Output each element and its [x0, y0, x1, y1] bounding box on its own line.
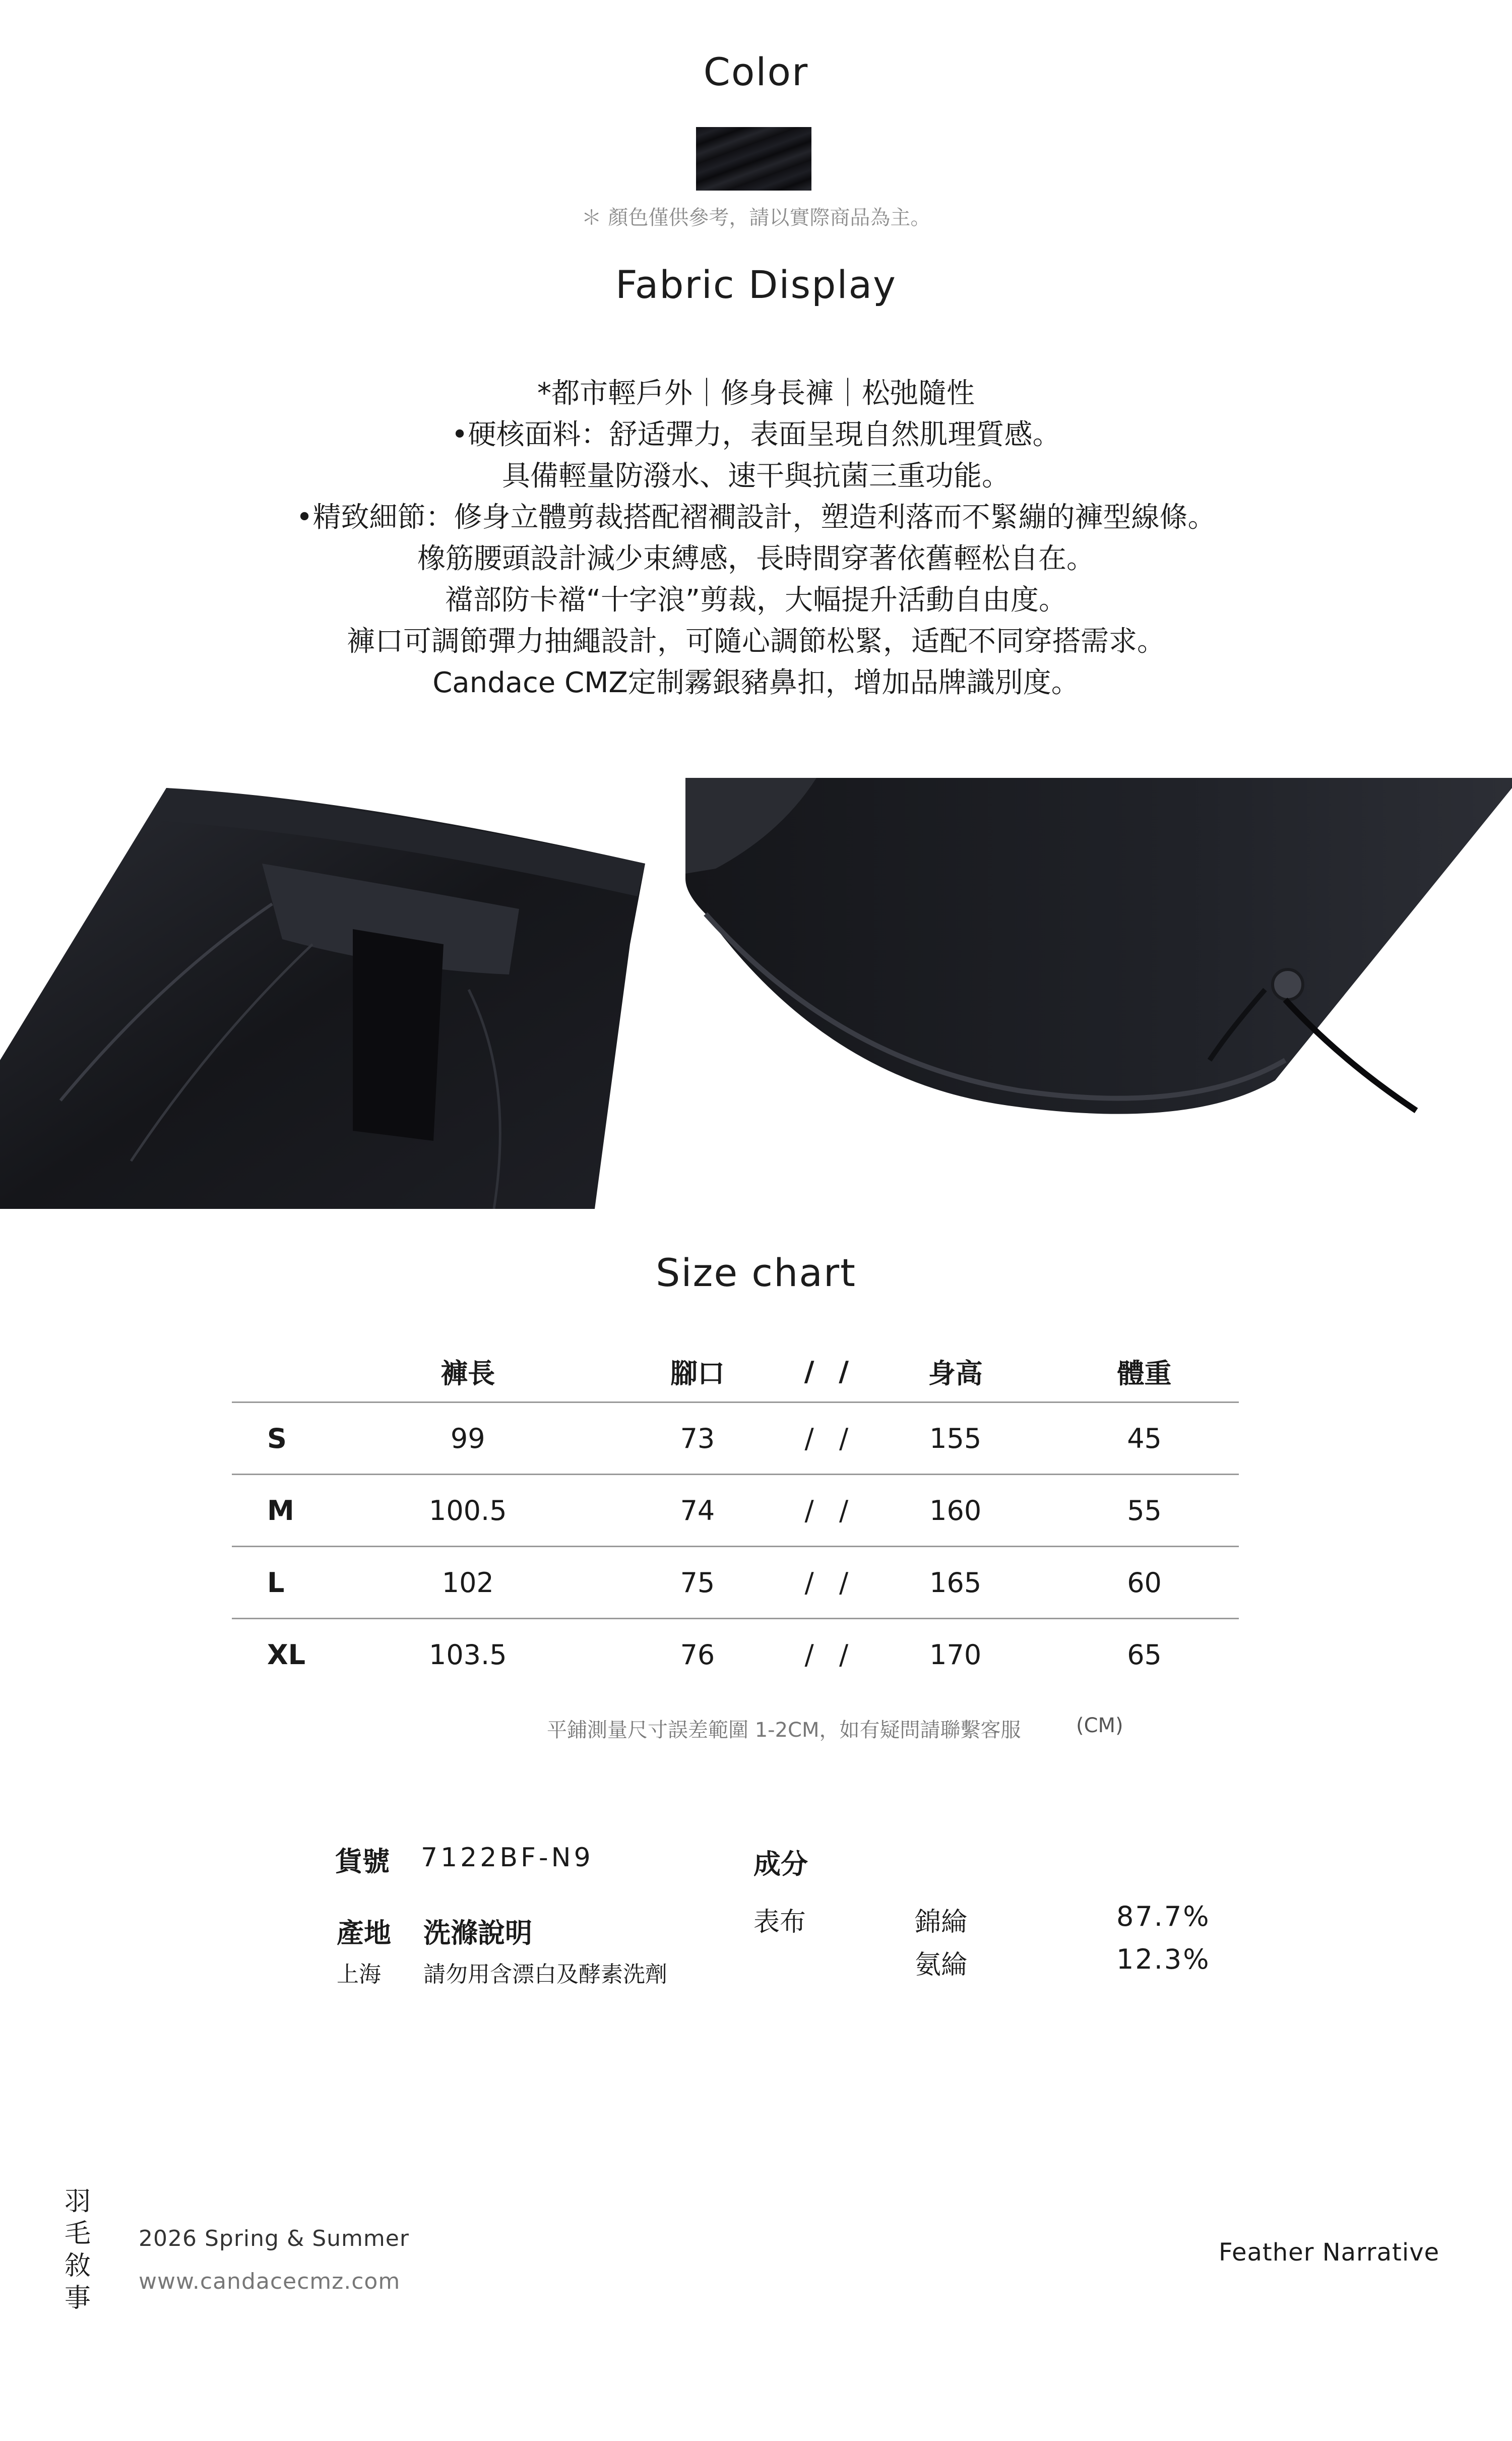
- brand-char: 敘: [64, 2251, 91, 2281]
- origin-label: 產地: [337, 1917, 391, 1949]
- header-weight: 體重: [1117, 1357, 1172, 1389]
- header-height: 身高: [928, 1357, 983, 1389]
- length-cell: 102: [333, 1547, 603, 1619]
- color-swatch[interactable]: [696, 127, 811, 191]
- hem-drawstring-photo: [685, 778, 1512, 1126]
- description-line: •硬核面料：舒适彈力，表面呈現自然肌理質感。: [451, 418, 1061, 451]
- size-unit: (CM): [1076, 1714, 1123, 1737]
- length-cell: 100.5: [333, 1475, 603, 1547]
- blank-cell: /: [792, 1547, 826, 1619]
- hem-cell: 73: [603, 1402, 792, 1475]
- size-chart-title: Size chart: [656, 1250, 856, 1295]
- sku-label: 貨號: [335, 1846, 390, 1877]
- header-size: [232, 1341, 333, 1402]
- hem-cell: 74: [603, 1475, 792, 1547]
- wash-instructions: 請勿用含漂白及酵素洗劑: [423, 1962, 667, 1987]
- table-row: [232, 1547, 1239, 1619]
- size-cell: M: [232, 1475, 333, 1547]
- header-hem: 腳口: [670, 1357, 725, 1389]
- header-length: 褲長: [440, 1357, 495, 1389]
- description-line: 橡筋腰頭設計減少束縛感，長時間穿著依舊輕松自在。: [417, 542, 1095, 575]
- size-table: [232, 1341, 1239, 1690]
- header-blank-1: /: [804, 1355, 814, 1387]
- origin-value: 上海: [337, 1962, 381, 1987]
- description-line: •精致細節：修身立體剪裁搭配褶襇設計，塑造利落而不緊繃的褲型線條。: [296, 501, 1216, 534]
- brand-char: 羽: [64, 2186, 91, 2217]
- description-line: 具備輕量防潑水、速干與抗菌三重功能。: [502, 460, 1010, 493]
- description-line: 褲口可調節彈力抽繩設計，可隨心調節松緊，适配不同穿搭需求。: [347, 625, 1165, 658]
- blank-cell: /: [827, 1619, 861, 1690]
- blank-cell: /: [827, 1475, 861, 1547]
- size-table-header: [232, 1341, 1239, 1402]
- size-cell: XL: [232, 1619, 333, 1690]
- fiber-name: 氨綸: [915, 1950, 968, 1980]
- weight-cell: 60: [1050, 1547, 1239, 1619]
- composition-label: 成分: [753, 1848, 808, 1880]
- waistband-detail-photo: [0, 778, 680, 1209]
- weight-cell: 45: [1050, 1402, 1239, 1475]
- weight-cell: 55: [1050, 1475, 1239, 1547]
- website-link[interactable]: www.candacecmz.com: [139, 2269, 401, 2294]
- header-blank-2: /: [839, 1355, 849, 1387]
- description-line: Candace CMZ定制霧銀豬鼻扣，增加品牌識別度。: [432, 666, 1080, 699]
- blank-cell: /: [792, 1475, 826, 1547]
- length-cell: 103.5: [333, 1619, 603, 1690]
- color-note: ＊ 顏色僅供參考，請以實際商品為主。: [581, 206, 931, 229]
- height-cell: 160: [861, 1475, 1050, 1547]
- fiber-percent: 12.3%: [1116, 1943, 1211, 1975]
- fiber-percent: 87.7%: [1116, 1901, 1211, 1932]
- brand-tagline: Feather Narrative: [1219, 2238, 1440, 2267]
- table-row: [232, 1402, 1239, 1475]
- brand-char: 毛: [64, 2219, 91, 2249]
- sku-value: 7122BF-N9: [421, 1843, 594, 1873]
- size-cell: S: [232, 1402, 333, 1475]
- length-cell: 99: [333, 1402, 603, 1475]
- size-note: 平鋪測量尺寸誤差範圍 1-2CM，如有疑問請聯繫客服: [547, 1719, 1021, 1742]
- composition-part: 表布: [753, 1907, 806, 1937]
- color-title: Color: [703, 49, 809, 94]
- fabric-title: Fabric Display: [615, 262, 897, 307]
- hem-illustration: [685, 778, 1512, 1126]
- fiber-name: 錦綸: [915, 1907, 968, 1937]
- table-row: [232, 1619, 1239, 1690]
- blank-cell: /: [792, 1402, 826, 1475]
- waistband-illustration: [0, 778, 680, 1209]
- season-label: 2026 Spring & Summer: [139, 2226, 409, 2251]
- weight-cell: 65: [1050, 1619, 1239, 1690]
- height-cell: 155: [861, 1402, 1050, 1475]
- size-cell: L: [232, 1547, 333, 1619]
- description-line: *都市輕戶外｜修身長褲｜松弛隨性: [537, 377, 975, 410]
- table-row: [232, 1475, 1239, 1547]
- brand-name-vertical: [62, 2185, 93, 2314]
- description-line: 襠部防卡襠“十字浪”剪裁，大幅提升活動自由度。: [445, 584, 1067, 617]
- height-cell: 165: [861, 1547, 1050, 1619]
- blank-cell: /: [792, 1619, 826, 1690]
- fabric-description: [0, 373, 1512, 704]
- hem-cell: 76: [603, 1619, 792, 1690]
- blank-cell: /: [827, 1402, 861, 1475]
- brand-char: 事: [64, 2283, 91, 2313]
- wash-label: 洗滌說明: [423, 1917, 532, 1949]
- height-cell: 170: [861, 1619, 1050, 1690]
- hem-cell: 75: [603, 1547, 792, 1619]
- blank-cell: /: [827, 1547, 861, 1619]
